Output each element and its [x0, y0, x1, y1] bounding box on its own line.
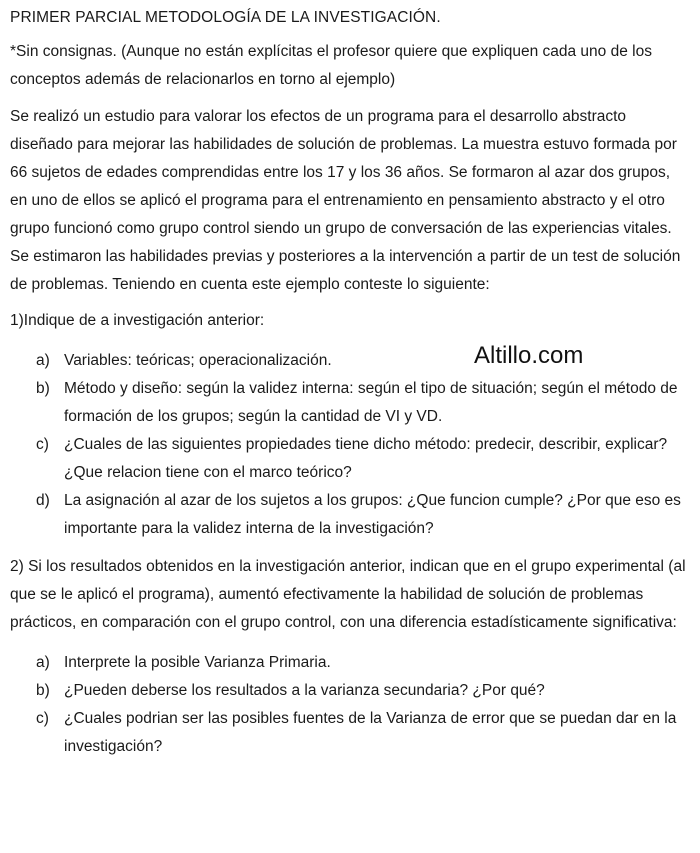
- exam-title: PRIMER PARCIAL METODOLOGÍA DE LA INVESTIGACIÓN.: [10, 9, 441, 26]
- question-1-heading: 1)Indique de a investigación anterior:: [10, 312, 265, 329]
- list-item: [10, 487, 690, 543]
- item-text: Interprete la posible Varianza Primaria.: [64, 654, 331, 671]
- watermark-text: Altillo.com: [474, 342, 584, 369]
- item-marker: d): [36, 492, 50, 509]
- item-text: ¿Cuales de las siguientes propiedades tiene dicho método: predecir, describir, explicar? ¿Que relacion tiene con el marco teórico?: [64, 436, 668, 481]
- list-item: [10, 431, 690, 487]
- item-marker: c): [36, 710, 49, 727]
- list-item: [10, 649, 690, 677]
- item-marker: b): [36, 380, 50, 397]
- question-2-heading: 2) Si los resultados obtenidos en la investigación anterior, indican que en el grupo experimental (al que se le aplicó el programa), aumentó efectivamente la habilidad de solución de problemas prácticos, en comparación con el grupo control, con una diferencia estadísticamente significativa:: [10, 558, 686, 631]
- item-marker: a): [36, 352, 50, 369]
- exam-document: [10, 8, 690, 771]
- item-marker: a): [36, 654, 50, 671]
- list-item: [10, 677, 690, 705]
- list-item: [10, 705, 690, 761]
- case-description: Se realizó un estudio para valorar los efectos de un programa para el desarrollo abstracto diseñado para mejorar las habilidades de solución de problemas. La muestra estuvo formada por 66 sujetos de edades comprendidas entre los 17 y los 36 años. Se formaron al azar dos grupos, en uno de ellos se aplicó el programa para el entrenamiento en pensamiento abstracto y el otro grupo funcionó como grupo control siendo un grupo de conversación de las experiencias vitales. Se estimaron las habilidades previas y posteriores a la intervención a partir de un test de solución de problemas. Teniendo en cuenta este ejemplo conteste lo siguiente:: [10, 108, 681, 293]
- item-text: ¿Cuales podrian ser las posibles fuentes de la Varianza de error que se puedan dar en la investigación?: [64, 710, 677, 755]
- item-text: La asignación al azar de los sujetos a los grupos: ¿Que funcion cumple? ¿Por que eso es importante para la validez interna de la investigación?: [64, 492, 681, 537]
- item-text: Método y diseño: según la validez interna: según el tipo de situación; según el método de formación de los grupos; según la cantidad de VI y VD.: [64, 380, 678, 425]
- list-item: [10, 375, 690, 431]
- item-marker: c): [36, 436, 49, 453]
- instructions-note: *Sin consignas. (Aunque no están explícitas el profesor quiere que expliquen cada uno de los conceptos además de relacionarlos en torno al ejemplo): [10, 43, 652, 88]
- item-text: ¿Pueden deberse los resultados a la varianza secundaria? ¿Por qué?: [64, 682, 545, 699]
- item-text: Variables: teóricas; operacionalización.: [64, 352, 332, 369]
- item-marker: b): [36, 682, 50, 699]
- question-2-items: [10, 649, 690, 761]
- question-1-items: [10, 347, 690, 543]
- list-item: [10, 347, 690, 375]
